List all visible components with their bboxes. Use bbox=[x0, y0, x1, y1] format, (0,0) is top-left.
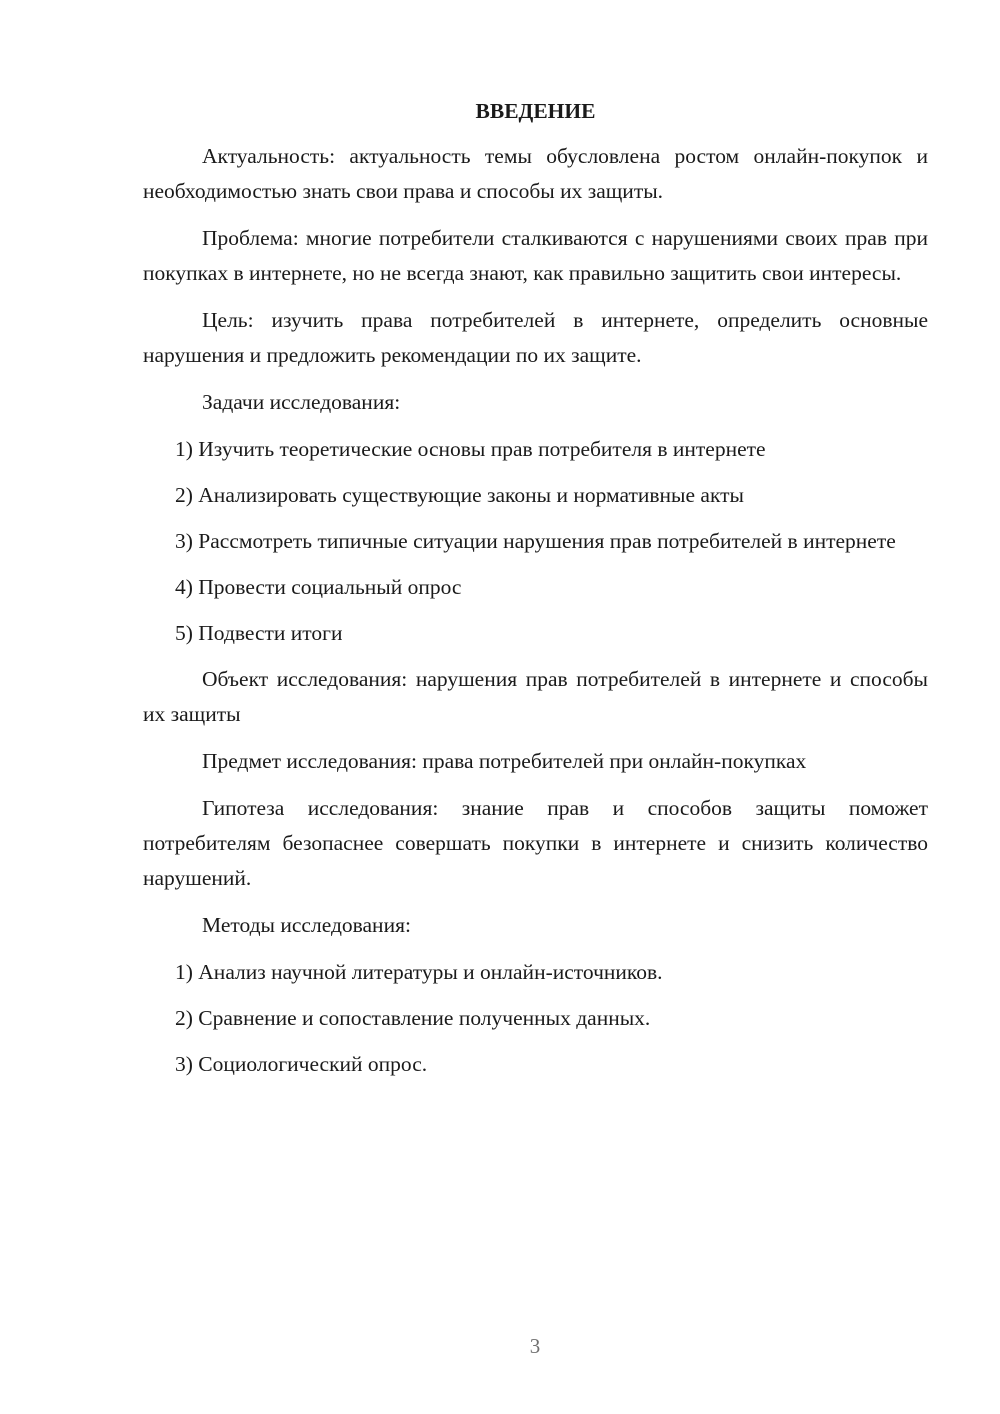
task-item: 3) Рассмотреть типичные ситуации нарушения прав потребителей в интернете bbox=[175, 529, 896, 553]
methods-title: Методы исследования: bbox=[202, 913, 411, 937]
task-item: 1) Изучить теоретические основы прав потребителя в интернете bbox=[175, 437, 766, 461]
task-item: 5) Подвести итоги bbox=[175, 621, 343, 645]
method-item: 2) Сравнение и сопоставление полученных данных. bbox=[175, 1006, 651, 1030]
object-paragraph: Объект исследования: нарушения прав потребителей в интернете и способы их защиты bbox=[143, 667, 928, 726]
task-item: 2) Анализировать существующие законы и нормативные акты bbox=[175, 483, 744, 507]
tasks-title: Задачи исследования: bbox=[202, 390, 401, 414]
task-item: 4) Провести социальный опрос bbox=[175, 575, 462, 599]
page-body bbox=[143, 94, 928, 1093]
section-heading: ВВЕДЕНИЕ bbox=[475, 99, 596, 123]
goal-paragraph: Цель: изучить права потребителей в интернете, определить основные нарушения и предложить рекомендации по их защите. bbox=[143, 308, 928, 367]
relevance-paragraph: Актуальность: актуальность темы обусловлена ростом онлайн-покупок и необходимостью знать свои права и способы их защиты. bbox=[143, 144, 928, 203]
hypothesis-paragraph: Гипотеза исследования: знание прав и способов защиты поможет потребителям безопаснее совершать покупки в интернете и снизить количество нарушений. bbox=[143, 796, 928, 890]
method-item: 1) Анализ научной литературы и онлайн-источников. bbox=[175, 960, 663, 984]
subject-paragraph: Предмет исследования: права потребителей при онлайн-покупках bbox=[202, 749, 807, 773]
method-item: 3) Социологический опрос. bbox=[175, 1052, 428, 1076]
page-number: 3 bbox=[529, 1334, 541, 1358]
problem-paragraph: Проблема: многие потребители сталкиваются с нарушениями своих прав при покупках в интернете, но не всегда знают, как правильно защитить свои интересы. bbox=[143, 226, 928, 285]
